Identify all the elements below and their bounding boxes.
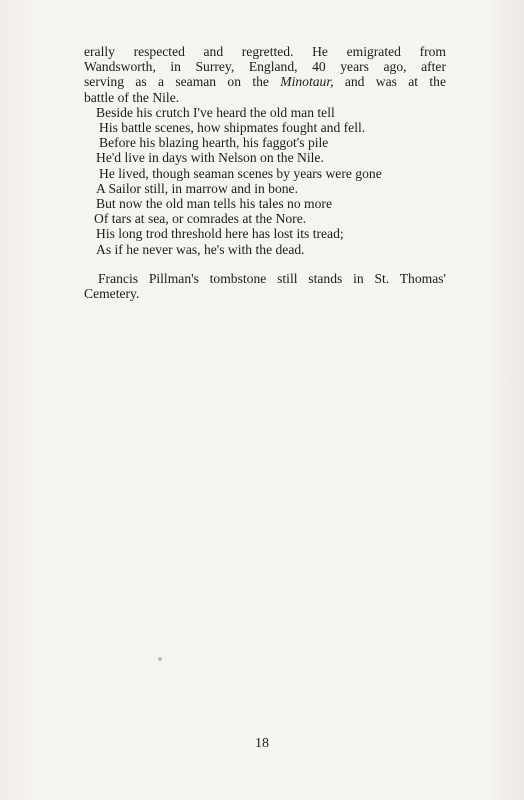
text-line xyxy=(84,59,446,74)
text-line xyxy=(84,90,446,105)
closing-line-2: Cemetery. xyxy=(84,286,140,302)
opening-line-2: Wandsworth, in Surrey, England, 40 years ago, after xyxy=(84,59,446,75)
poem-line: He lived, though seaman scenes by years were gone xyxy=(99,165,382,181)
ship-name: Minotaur, xyxy=(280,74,334,90)
poem-line: But now the old man tells his tales no more xyxy=(96,196,332,212)
opening-paragraph xyxy=(84,44,446,105)
page-content xyxy=(84,44,446,301)
poem-line: His long trod threshold here has lost its tread; xyxy=(96,226,344,242)
paper-speck xyxy=(158,657,162,661)
text-line xyxy=(84,271,446,286)
opening-line-4: battle of the Nile. xyxy=(84,89,180,105)
text-line xyxy=(84,44,446,59)
poem-line: His battle scenes, how shipmates fought and fell. xyxy=(99,120,366,136)
poem xyxy=(84,105,446,257)
closing-line-1: Francis Pillman's tombstone still stands in St. Thomas' xyxy=(98,270,446,286)
text-line xyxy=(84,74,446,89)
closing-paragraph xyxy=(84,271,446,301)
poem-line: Beside his crutch I've heard the old man tell xyxy=(96,104,335,120)
opening-line-3-tail: and was at the xyxy=(344,74,446,90)
poem-line: As if he never was, he's with the dead. xyxy=(96,241,305,257)
opening-line-3: serving as a seaman on the xyxy=(84,74,269,90)
text-line xyxy=(84,286,446,301)
opening-line-1: erally respected and regretted. He emigrated from xyxy=(84,44,446,59)
poem-line: A Sailor still, in marrow and in bone. xyxy=(96,180,298,196)
poem-line: He'd live in days with Nelson on the Nile. xyxy=(96,150,324,166)
poem-line: Before his blazing hearth, his faggot's pile xyxy=(99,135,329,151)
page-number: 18 xyxy=(255,736,269,751)
poem-line: Of tars at sea, or comrades at the Nore. xyxy=(94,211,307,227)
